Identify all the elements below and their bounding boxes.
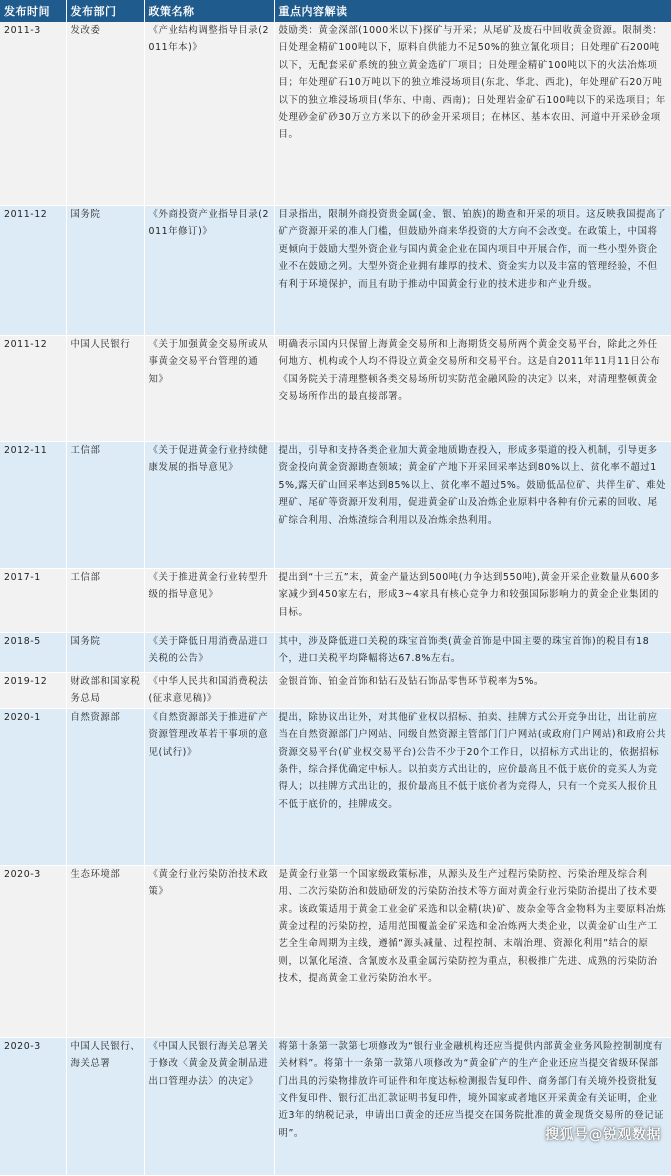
- cell-policy-name: 《关于推进黄金行业转型升级的指导意见》: [144, 569, 274, 633]
- cell-key-content: 金银首饰、铂金首饰和钻石及钻石饰品零售环节税率为5%。: [274, 673, 671, 709]
- cell-policy-name: 《关于加强黄金交易所或从事黄金交易平台管理的通知》: [144, 336, 274, 442]
- cell-key-content: 目录指出，限制外商投资贵金属(金、银、铂族)的勘查和开采的项目。这反映我国提高了矿产资源开采的准人门槛，但鼓励外商来华投资的大方向不会改变。在政策上，中国将更倾向于鼓励大型外资企业与国内黄金企业在国内项目中开展合作，而一些小型外资企业不在鼓励之列。大型外资企业拥有雄厚的技术、资金实力以及丰富的管理经验，不但有利于环境保护，而且有助于推动中国黄金行业的技术进步和产业升级。: [274, 206, 671, 336]
- cell-publish-dept: 自然资源部: [66, 708, 144, 865]
- cell-publish-time: 2011-12: [0, 336, 66, 442]
- cell-publish-dept: 中国人民银行、海关总署: [66, 1037, 144, 1175]
- cell-publish-dept: 工信部: [66, 442, 144, 569]
- cell-key-content: 提出，除协议出让外，对其他矿业权以招标、拍卖、挂牌方式公开竞争出让，出让前应当在自然资源部门户网站、同级自然资源主管部门门户网站(或政府门户网站)和政府公共资源交易平台(矿业权交易平台)公告不少于20个工作日，以招标方式出让的，依据招标条件，综合择优确定中标人。以拍卖方式出让的，应价最高且不低于底价的竞买人为竞得人；以挂牌方式出让的，报价最高且不低于底价者为竞得人，只有一个竞买人报价且不低于底价的，挂牌成交。: [274, 708, 671, 865]
- cell-key-content: 其中，涉及降低进口关税的珠宝首饰类(黄金首饰是中国主要的珠宝首饰)的税目有18个，进口关税平均降幅将达67.8%左右。: [274, 633, 671, 673]
- cell-policy-name: 《关于促进黄金行业持续健康发展的指导意见》: [144, 442, 274, 569]
- header-key-content: 重点内容解读: [274, 0, 671, 22]
- cell-publish-dept: 发改委: [66, 22, 144, 206]
- header-publish-dept: 发布部门: [66, 0, 144, 22]
- table-row: [0, 708, 671, 865]
- table-row: [0, 569, 671, 633]
- cell-publish-time: 2018-5: [0, 633, 66, 673]
- cell-key-content: 明确表示国内只保留上海黄金交易所和上海期货交易所两个黄金交易平台，除此之外任何地方、机构或个人均不得设立黄金交易所和交易平台。这是自2011年11月11日公布《国务院关于清理整顿各类交易场所切实防范金融风险的决定》以来，对清理整顿黄金交易场所作出的最直接部署。: [274, 336, 671, 442]
- cell-policy-name: 《产业结构调整指导目录(2011年本)》: [144, 22, 274, 206]
- cell-publish-time: 2011-12: [0, 206, 66, 336]
- cell-publish-time: 2020-3: [0, 865, 66, 1037]
- table-row: [0, 865, 671, 1037]
- cell-publish-time: 2020-1: [0, 708, 66, 865]
- cell-publish-dept: 工信部: [66, 569, 144, 633]
- cell-publish-dept: 国务院: [66, 633, 144, 673]
- cell-key-content: 将第十条第一款第七项修改为“银行业金融机构还应当提供内部黄金业务风险控制制度有关材料”。将第十一条第一款第八项修改为“黄金矿产的生产企业还应当提交省级环保部门出具的污染物排放许可证件和年度达标检测报告复印件、商务部门有关境外投资批复文件复印件、银行汇出汇款证明书复印件，境外国家或者地区开采黄金有关证明，企业近3年的纳税记录，申请出口黄金的还应当提交在国务院批准的黄金现货交易所的登记证明”。: [274, 1037, 671, 1175]
- table-row: [0, 336, 671, 442]
- cell-key-content: 是黄金行业第一个国家级政策标准，从源头及生产过程污染防控、污染治理及综合利用、二次污染防治和鼓励研发的污染防治技术等方面对黄金行业污染防治提出了技术要求。该政策适用于黄金工业金矿采选和以金精(块)矿、废杂金等含金物料为主要原料冶炼黄金过程的污染防控，适用范围覆盖金矿采选和金冶炼两大类企业，以黄金矿山生产工艺全生命周期为主线，遵循“源头减量、过程控制、末端治理、资源化利用”结合的原则，以氰化尾渣、含氰废水及重金属污染防控为重点，积极推广先进、成熟的污染防治技术，提高黄金工业污染防治水平。: [274, 865, 671, 1037]
- cell-publish-dept: 财政部和国家税务总局: [66, 673, 144, 709]
- cell-publish-dept: 中国人民银行: [66, 336, 144, 442]
- cell-policy-name: 《外商投资产业指导目录(2011年修订)》: [144, 206, 274, 336]
- table-row: [0, 633, 671, 673]
- cell-publish-time: 2012-11: [0, 442, 66, 569]
- cell-key-content: 鼓励类：黄金深部(1000米以下)探矿与开采；从尾矿及废石中回收黄金资源。限制类：日处理金精矿100吨以下，原料自供能力不足50%的独立氰化项目；日处理矿石200吨以下，无配套采矿系统的独立黄金选矿厂项目；日处理金精矿100吨以下的火法冶炼项目；年处理矿石10万吨以下的独立堆浸场项目(东北、华北、西北)，年处理矿石20万吨以下的独立堆浸场项目(华东、中南、西南)；日处理岩金矿石100吨以下的采选项目；年处理砂金矿砂30万立方米以下的砂金开采项目；在林区、基本农田、河道中开采砂金项目。: [274, 22, 671, 206]
- cell-publish-time: 2017-1: [0, 569, 66, 633]
- table-row: [0, 22, 671, 206]
- cell-policy-name: 《中国人民银行海关总署关于修改〈黄金及黄金制品进出口管理办法〉的决定》: [144, 1037, 274, 1175]
- watermark-text: 搜狐号@锐观数据: [545, 1127, 661, 1143]
- cell-policy-name: 《黄金行业污染防治技术政策》: [144, 865, 274, 1037]
- cell-publish-dept: 生态环境部: [66, 865, 144, 1037]
- table-row: [0, 206, 671, 336]
- cell-publish-time: 2020-3: [0, 1037, 66, 1175]
- cell-key-content: 提出到“十三五”末，黄金产量达到500吨(力争达到550吨),黄金开采企业数量从600多家减少到450家左右，形成3~4家具有核心竞争力和较强国际影响力的黄金企业集团的目标。: [274, 569, 671, 633]
- header-publish-time: 发布时间: [0, 0, 66, 22]
- cell-policy-name: 《中华人民共和国消费税法(征求意见稿)》: [144, 673, 274, 709]
- table-row: [0, 673, 671, 709]
- header-policy-name: 政策名称: [144, 0, 274, 22]
- cell-policy-name: 《关于降低日用消费品进口关税的公告》: [144, 633, 274, 673]
- table-row: [0, 442, 671, 569]
- table-row: [0, 1037, 671, 1175]
- header-row: [0, 0, 671, 22]
- cell-policy-name: 《自然资源部关于推进矿产资源管理改革若干事项的意见(试行)》: [144, 708, 274, 865]
- cell-publish-time: 2019-12: [0, 673, 66, 709]
- cell-publish-dept: 国务院: [66, 206, 144, 336]
- cell-publish-time: 2011-3: [0, 22, 66, 206]
- cell-key-content: 提出，引导和支持各类企业加大黄金地质勘查投入，形成多渠道的投入机制，引导更多资金投向黄金资源勘查领域；黄金矿产地下开采回采率达到80%以上、贫化率不超过15%,露天矿山回采率达到85%以上、贫化率不超过5%。鼓励低品位矿、共伴生矿、难处理矿、尾矿等资源开发利用，促进黄金矿山及冶炼企业原料中各种有价元素的回收、尾矿综合利用、冶炼渣综合利用以及冶炼余热利用。: [274, 442, 671, 569]
